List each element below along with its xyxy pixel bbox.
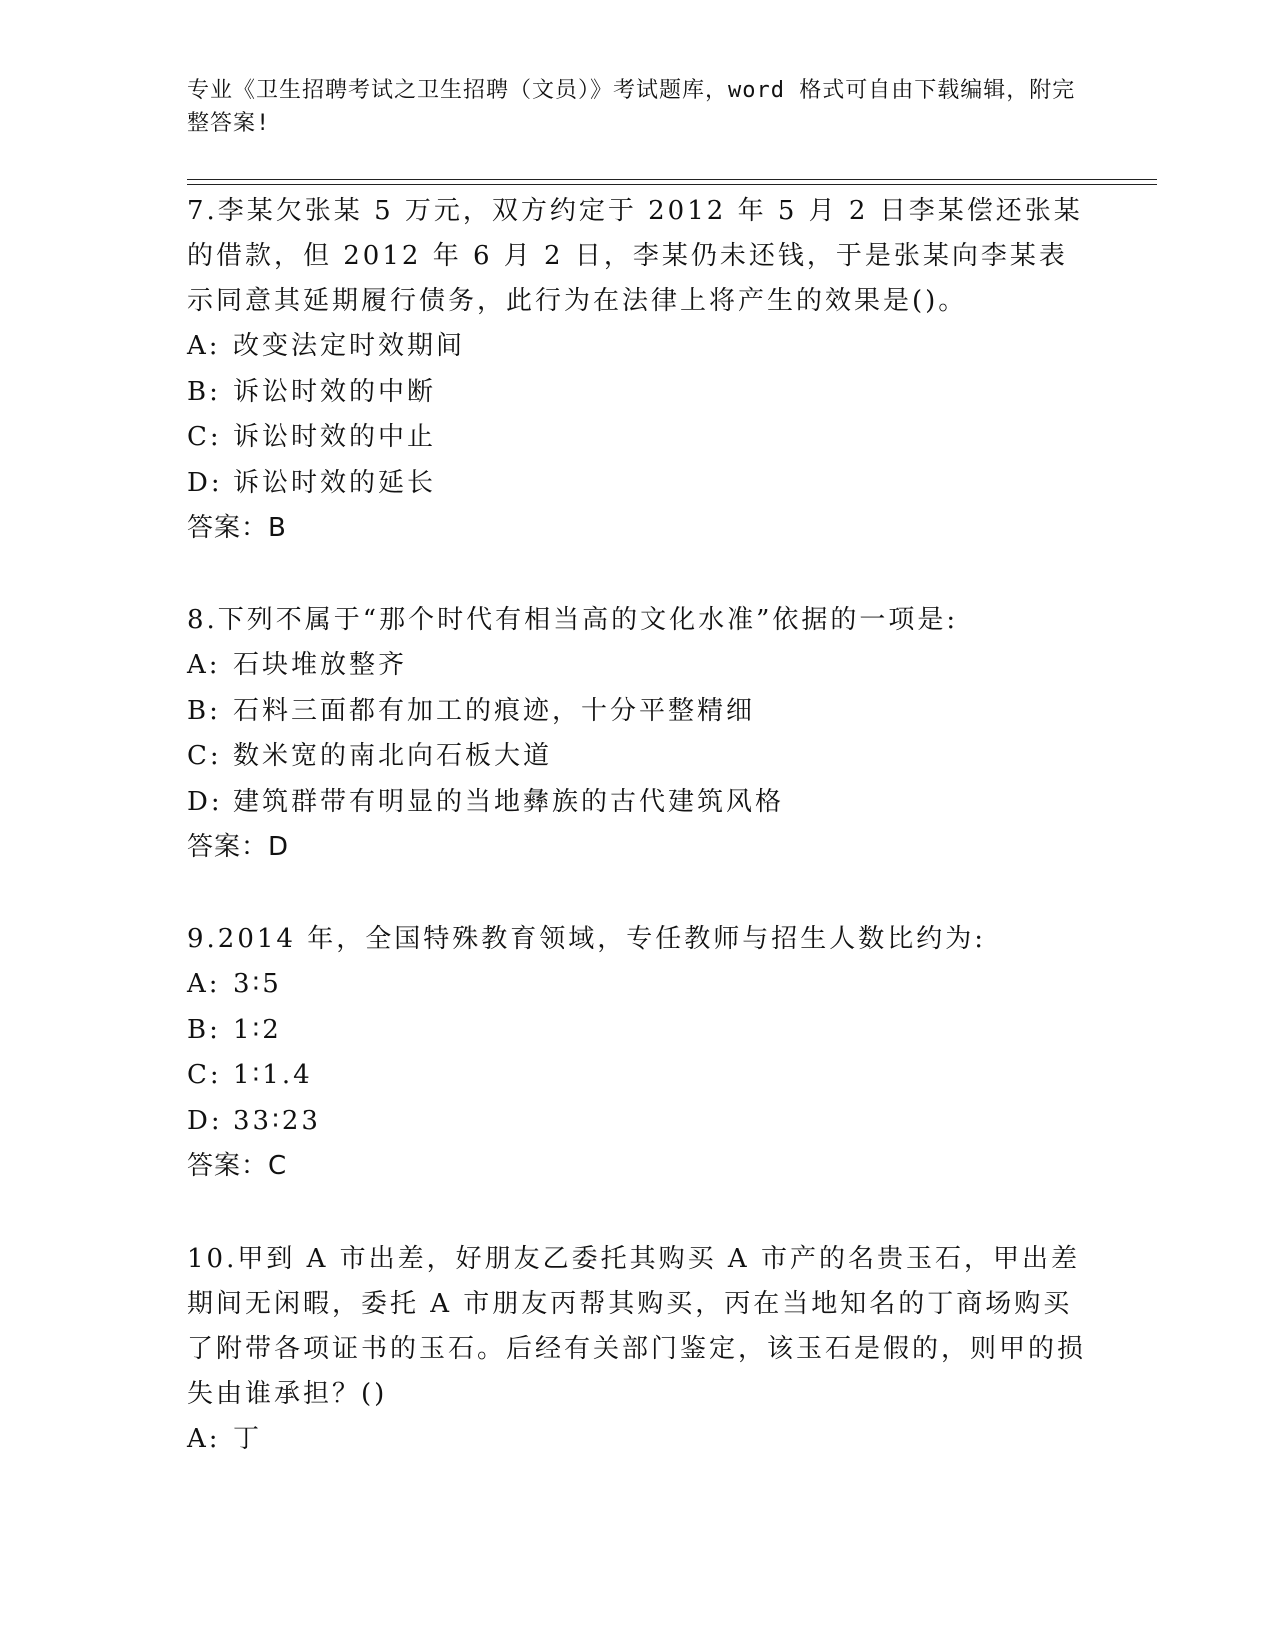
option-key: D: bbox=[187, 467, 223, 498]
header-divider-bottom bbox=[187, 184, 1157, 185]
option-a bbox=[187, 643, 1087, 689]
option-key: C: bbox=[187, 741, 222, 771]
option-a bbox=[187, 1417, 1087, 1463]
answer: 答案：B bbox=[187, 513, 287, 543]
question-8 bbox=[187, 598, 1087, 871]
option-key: A: bbox=[187, 969, 221, 999]
option-text: 诉讼时效的中断 bbox=[233, 376, 437, 407]
option-key: C: bbox=[187, 422, 222, 452]
option-a bbox=[187, 962, 1087, 1008]
option-key: B: bbox=[187, 695, 221, 726]
option-text: 1∶2 bbox=[233, 1014, 282, 1045]
option-b bbox=[187, 689, 1087, 735]
option-key: C: bbox=[187, 1060, 222, 1090]
option-key: D: bbox=[187, 1105, 223, 1136]
question-7 bbox=[187, 189, 1087, 552]
option-c bbox=[187, 1053, 1087, 1099]
option-key: B: bbox=[187, 1014, 221, 1045]
question-9 bbox=[187, 917, 1087, 1190]
option-text: 石料三面都有加工的痕迹，十分平整精细 bbox=[233, 695, 756, 726]
header-divider-top bbox=[187, 179, 1157, 180]
option-text: 石块堆放整齐 bbox=[233, 650, 408, 680]
option-text: 建筑群带有明显的当地彝族的古代建筑风格 bbox=[233, 786, 785, 817]
option-d bbox=[187, 780, 1087, 826]
question-text: 9.2014 年，全国特殊教育领域，专任教师与招生人数比约为: bbox=[187, 924, 986, 954]
option-b bbox=[187, 1008, 1087, 1054]
question-text: 10.甲到 A 市出差，好朋友乙委托其购买 A 市产的名贵玉石，甲出差期间无闲暇，委托 A 市朋友丙帮其购买，丙在当地知名的丁商场购买了附带各项证书的玉石。后经有关部门鉴定，该玉石是假的，则甲的损失由谁承担？() bbox=[187, 1244, 1087, 1409]
option-key: A: bbox=[187, 331, 221, 361]
option-key: B: bbox=[187, 376, 221, 407]
option-text: 33∶23 bbox=[233, 1105, 321, 1136]
option-text: 3∶5 bbox=[233, 969, 282, 999]
question-text: 8.下列不属于“那个时代有相当高的文化水准”依据的一项是: bbox=[187, 605, 959, 635]
option-b bbox=[187, 370, 1087, 416]
option-c bbox=[187, 415, 1087, 461]
option-text: 丁 bbox=[233, 1424, 263, 1454]
option-a bbox=[187, 324, 1087, 370]
option-text: 1∶1.4 bbox=[233, 1060, 313, 1090]
option-text: 数米宽的南北向石板大道 bbox=[233, 741, 553, 771]
option-c bbox=[187, 734, 1087, 780]
option-text: 改变法定时效期间 bbox=[233, 331, 466, 361]
header-note: 专业《卫生招聘考试之卫生招聘（文员）》考试题库，word 格式可自由下载编辑，附完整答案! bbox=[187, 78, 1076, 136]
option-key: A: bbox=[187, 650, 221, 680]
answer: 答案：D bbox=[187, 832, 290, 862]
option-text: 诉讼时效的中止 bbox=[233, 422, 437, 452]
option-key: A: bbox=[187, 1424, 221, 1454]
option-d bbox=[187, 1099, 1087, 1145]
option-key: D: bbox=[187, 786, 223, 817]
option-text: 诉讼时效的延长 bbox=[233, 467, 437, 498]
answer: 答案：C bbox=[187, 1151, 288, 1181]
question-text: 7.李某欠张某 5 万元，双方约定于 2012 年 5 月 2 日李某偿还张某的借款，但 2012 年 6 月 2 日，李某仍未还钱，于是张某向李某表示同意其延期履行债务，此行为在法律上将产生的效果是()。 bbox=[187, 196, 1083, 316]
option-d bbox=[187, 461, 1087, 507]
question-10 bbox=[187, 1237, 1087, 1463]
